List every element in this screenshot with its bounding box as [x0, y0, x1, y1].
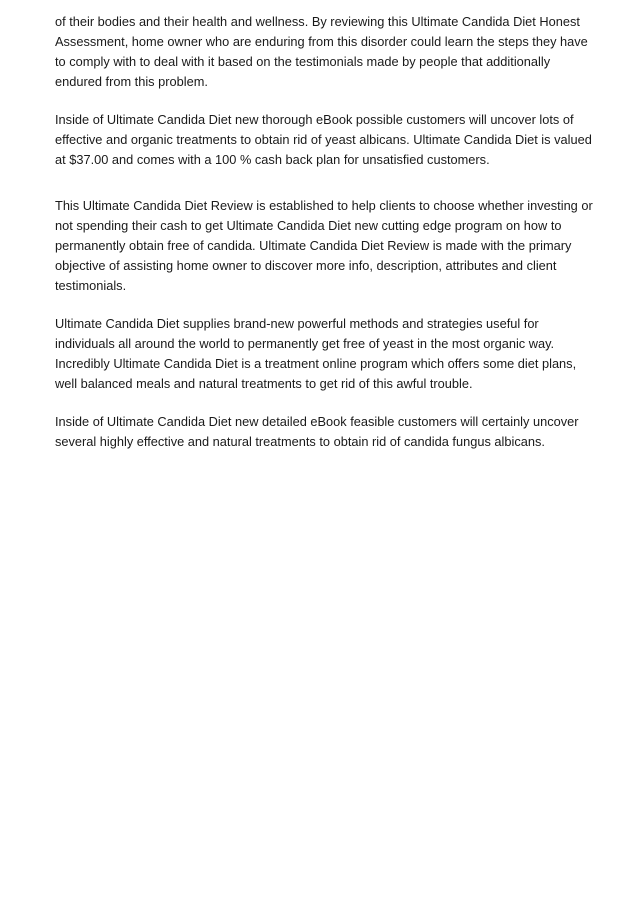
paragraph-2: Inside of Ultimate Candida Diet new thorough eBook possible customers will uncover lots of effective and organic treatments to obtain rid of yeast albicans. Ultimate Candida Diet is valued at $37.00 and comes with a 100 % cash back plan for unsatisfied customers.	[55, 112, 592, 167]
paragraph-3: This Ultimate Candida Diet Review is established to help clients to choose whether investing or not spending their cash to get Ultimate Candida Diet new cutting edge program on how to permanently obtain free of candida. Ultimate Candida Diet Review is made with the primary objective of assisting home owner to discover more info, description, attributes and client testimonials.	[55, 198, 593, 293]
document-body	[55, 12, 595, 452]
paragraph-1: of their bodies and their health and wellness. By reviewing this Ultimate Candida Diet Honest Assessment, home owner who are enduring from this disorder could learn the steps they have to comply with to deal with it based on the testimonials made by people that additionally endured from this problem.	[55, 14, 588, 89]
paragraph-4: Ultimate Candida Diet supplies brand-new powerful methods and strategies useful for individuals all around the world to permanently get free of yeast in the most organic way. Incredibly Ultimate Candida Diet is a treatment online program which offers some diet plans, well balanced meals and natural treatments to get rid of this awful trouble.	[55, 316, 577, 391]
paragraph-5: Inside of Ultimate Candida Diet new detailed eBook feasible customers will certainly uncover several highly effective and natural treatments to obtain rid of candida fungus albicans.	[55, 414, 579, 449]
